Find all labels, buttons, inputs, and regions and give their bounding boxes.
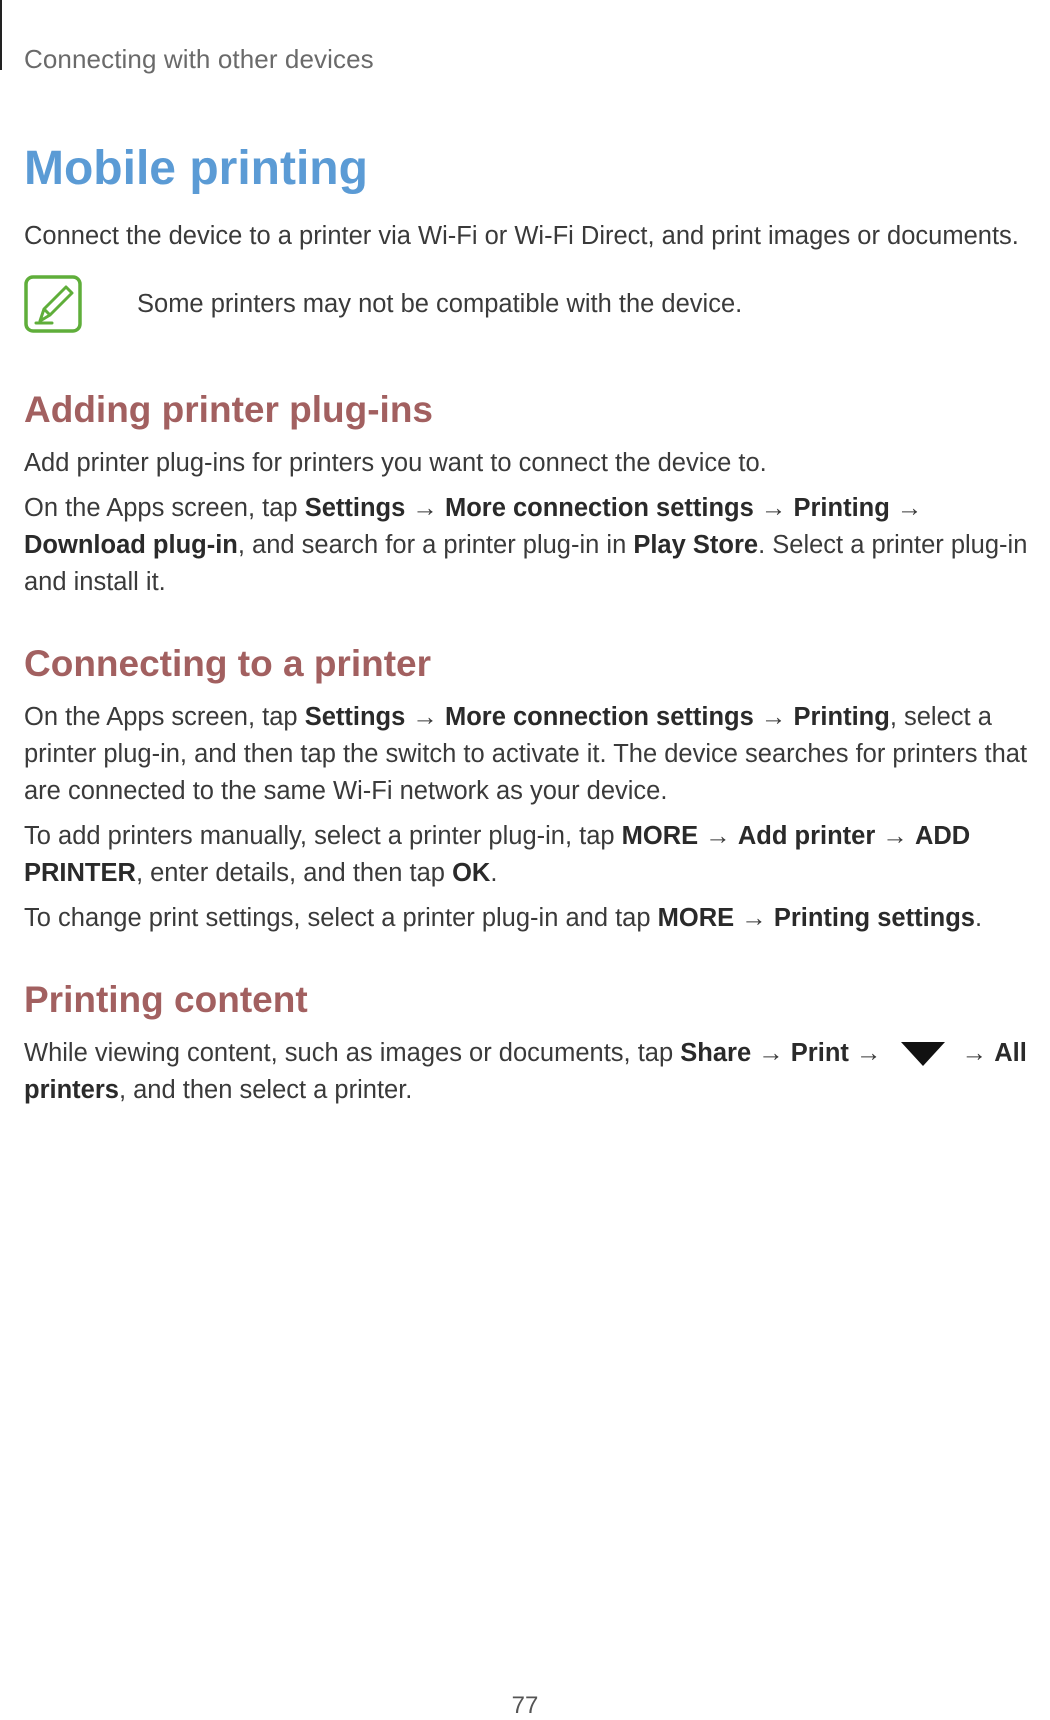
ui-term-share: Share <box>680 1039 752 1067</box>
arrow-run: → <box>875 822 915 850</box>
arrow-run: → <box>698 822 738 850</box>
connecting-paragraph-2 <box>24 818 1029 892</box>
ui-term-more-connection-settings: More connection settings <box>444 494 754 522</box>
ui-term-download-plugin: Download plug-in <box>24 531 238 559</box>
text-run: . <box>490 859 498 887</box>
page-edge-rule <box>0 0 2 70</box>
ui-term-printing: Printing <box>793 494 890 522</box>
arrow-run: → <box>954 1039 995 1067</box>
ui-term-print: Print <box>790 1039 849 1067</box>
ui-term-settings: Settings <box>304 494 406 522</box>
intro-paragraph: Connect the device to a printer via Wi-Fi or Wi-Fi Direct, and print images or documents. <box>24 222 1019 250</box>
ui-term-more-connection-settings: More connection settings <box>444 703 754 731</box>
ui-term-add-printer-caps: ADD PRINTER <box>24 822 971 887</box>
section-heading-printing-content: Printing content <box>24 979 308 1020</box>
page-number: 77 <box>511 1692 539 1719</box>
arrow-run: → <box>751 1039 791 1067</box>
ui-term-play-store: Play Store <box>633 531 759 559</box>
text-run: To add printers manually, select a printer plug-in, tap <box>24 822 622 850</box>
adding-paragraph-2 <box>24 490 1029 601</box>
adding-paragraph-1: Add printer plug-ins for printers you want to connect the device to. <box>24 449 767 477</box>
arrow-run: → <box>734 904 774 932</box>
ui-term-more: MORE <box>657 904 735 932</box>
ui-term-add-printer: Add printer <box>737 822 876 850</box>
arrow-run: → <box>753 494 794 522</box>
section-heading-connecting: Connecting to a printer <box>24 643 431 684</box>
note-pencil-icon <box>24 275 82 333</box>
section-heading-adding-plugins: Adding printer plug-ins <box>24 389 434 430</box>
text-run: While viewing content, such as images or documents, tap <box>24 1039 681 1067</box>
text-run: On the Apps screen, tap <box>24 703 305 731</box>
arrow-run: → <box>405 703 445 731</box>
arrow-run: → <box>753 703 794 731</box>
ui-term-printing: Printing <box>793 703 890 731</box>
ui-term-ok: OK <box>452 859 491 887</box>
dropdown-triangle-icon <box>899 1039 947 1069</box>
text-run: . Select a printer plug-in and install it. <box>24 531 1028 596</box>
arrow-run: → <box>848 1039 889 1067</box>
running-header: Connecting with other devices <box>24 44 374 74</box>
arrow-run: → <box>889 494 923 522</box>
printing-paragraph-1 <box>24 1035 1029 1109</box>
note-text: Some printers may not be compatible with the device. <box>137 289 743 318</box>
text-run: , and search for a printer plug-in in <box>237 531 634 559</box>
arrow-run: → <box>405 494 445 522</box>
text-run: , select a printer plug-in, and then tap the switch to activate it. The device searches for printers that are connected to the same Wi-Fi network as your device. <box>24 703 1028 805</box>
text-run: To change print settings, select a printer plug-in and tap <box>24 904 658 932</box>
text-run: . <box>975 904 983 932</box>
page-title: Mobile printing <box>24 142 368 195</box>
ui-term-all-printers: All printers <box>24 1039 1027 1104</box>
ui-term-more: MORE <box>621 822 699 850</box>
ui-term-printing-settings: Printing settings <box>773 904 975 932</box>
text-run: On the Apps screen, tap <box>24 494 305 522</box>
connecting-paragraph-1 <box>24 699 1029 810</box>
connecting-paragraph-3 <box>24 900 1029 937</box>
page-content <box>24 140 1029 1109</box>
ui-term-settings: Settings <box>304 703 406 731</box>
text-run: , enter details, and then tap <box>135 859 453 887</box>
note-box <box>24 275 1029 333</box>
text-run: , and then select a printer. <box>118 1076 413 1104</box>
